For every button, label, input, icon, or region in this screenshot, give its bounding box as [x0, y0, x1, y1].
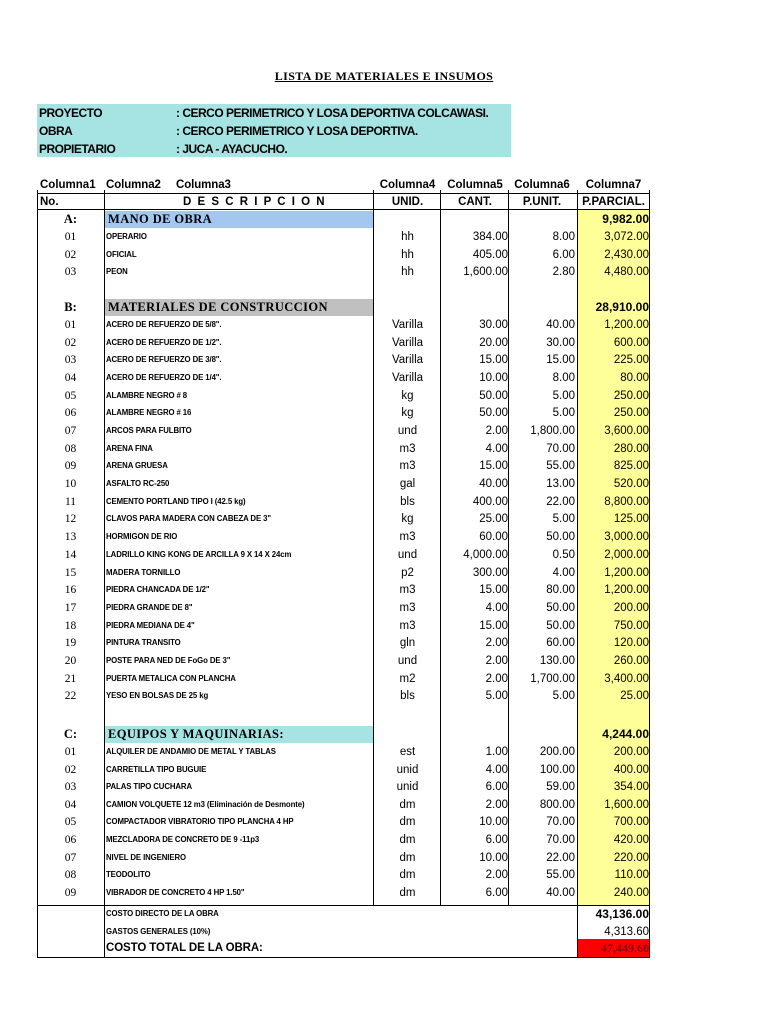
item-description: ACERO DE REFUERZO DE 5/8". — [106, 320, 222, 329]
section-row — [37, 299, 650, 316]
section-name: EQUIPOS Y MAQUINARIAS: — [105, 726, 373, 743]
item-partial-price: 354.00 — [613, 781, 649, 794]
table-row — [37, 671, 650, 687]
item-quantity: 1,600.00 — [463, 266, 508, 278]
item-quantity: 50.00 — [479, 389, 508, 402]
item-quantity: 15.00 — [479, 354, 508, 367]
item-partial-price: 3,400.00 — [604, 672, 649, 685]
header-description: D E S C R I P C I O N — [183, 196, 327, 208]
item-unit-price: 100.00 — [539, 763, 575, 776]
item-number: 03 — [64, 354, 77, 367]
item-quantity: 405.00 — [472, 248, 508, 261]
section-name: MANO DE OBRA — [105, 211, 373, 228]
item-unit: bls — [400, 690, 415, 703]
column-label: Columna2 — [106, 179, 161, 191]
table-row — [37, 867, 650, 883]
item-quantity: 1.00 — [485, 746, 508, 758]
info-value: : CERCO PERIMETRICO Y LOSA DEPORTIVA. — [176, 124, 418, 138]
item-unit-price: 55.00 — [546, 460, 575, 473]
item-unit: est — [399, 746, 416, 758]
table-row — [37, 247, 650, 263]
item-number: 04 — [64, 372, 77, 385]
item-quantity: 4.00 — [485, 601, 508, 614]
totals-row — [37, 906, 650, 922]
item-unit: dm — [399, 851, 416, 864]
item-number: 03 — [64, 266, 77, 278]
item-unit-price: 5.00 — [552, 690, 575, 703]
item-quantity: 5.00 — [485, 690, 508, 703]
item-number: 21 — [64, 672, 77, 685]
item-unit-price: 5.00 — [552, 513, 575, 526]
item-description: MEZCLADORA DE CONCRETO DE 9 -11p3 — [106, 835, 260, 844]
column-label: Columna6 — [514, 179, 570, 191]
item-unit: dm — [399, 798, 416, 811]
item-description: PINTURA TRANSITO — [106, 638, 181, 648]
item-unit: Varilla — [391, 336, 424, 349]
table-row — [37, 635, 650, 651]
item-description: CLAVOS PARA MADERA CON CABEZA DE 3" — [106, 514, 271, 524]
item-quantity: 40.00 — [479, 478, 508, 491]
item-partial-price: 25.00 — [620, 690, 649, 703]
item-unit: dm — [399, 869, 416, 882]
header-bottom-border — [37, 209, 650, 210]
item-description: ARCOS PARA FULBITO — [106, 426, 192, 436]
item-unit-price: 70.00 — [546, 816, 575, 829]
table-row — [37, 653, 650, 669]
item-partial-price: 1,200.00 — [604, 319, 649, 331]
section-letter: B: — [64, 300, 77, 314]
item-quantity: 10.00 — [479, 816, 508, 829]
item-unit-price: 0.50 — [552, 548, 575, 561]
item-partial-price: 200.00 — [613, 601, 649, 614]
info-value: : JUCA - AYACUCHO. — [176, 142, 288, 156]
item-unit-price: 15.00 — [546, 354, 575, 367]
section-letter: A: — [63, 212, 78, 226]
item-quantity: 15.00 — [479, 460, 508, 473]
item-partial-price: 250.00 — [613, 407, 649, 420]
item-unit-price: 59.00 — [546, 781, 575, 794]
item-unit-price: 22.00 — [546, 495, 575, 508]
item-quantity: 4.00 — [485, 442, 508, 455]
totals-value: 4,313.60 — [604, 926, 649, 938]
item-unit: gln — [399, 637, 416, 650]
table-row — [37, 688, 650, 704]
item-quantity: 50.00 — [479, 407, 508, 420]
column-label-row — [37, 178, 650, 192]
item-partial-price: 2,430.00 — [604, 248, 649, 261]
section-letter: C: — [63, 727, 78, 741]
item-quantity: 2.00 — [485, 654, 508, 667]
item-unit-price: 8.00 — [552, 372, 575, 385]
item-unit: Varilla — [391, 319, 424, 331]
item-unit-price: 70.00 — [546, 442, 575, 455]
item-quantity: 300.00 — [472, 566, 508, 579]
item-partial-price: 1,200.00 — [604, 566, 649, 579]
table-row — [37, 850, 650, 866]
item-partial-price: 225.00 — [613, 354, 649, 367]
item-unit-price: 1,700.00 — [530, 672, 575, 685]
table-row — [37, 618, 650, 634]
item-partial-price: 750.00 — [613, 619, 649, 632]
table-row — [37, 229, 650, 245]
totals-label: COSTO DIRECTO DE LA OBRA — [106, 909, 219, 918]
item-number: 02 — [64, 763, 77, 776]
table-row — [37, 582, 650, 598]
item-partial-price: 3,072.00 — [604, 231, 649, 243]
item-quantity: 6.00 — [485, 886, 508, 899]
item-description: CARRETILLA TIPO BUGUIE — [106, 764, 207, 774]
item-partial-price: 8,800.00 — [604, 495, 649, 508]
item-unit: m3 — [399, 584, 416, 597]
item-number: 15 — [64, 566, 77, 579]
item-quantity: 6.00 — [485, 781, 508, 794]
item-description: OFICIAL — [106, 249, 137, 259]
item-partial-price: 125.00 — [613, 513, 649, 526]
item-number: 09 — [64, 886, 77, 899]
item-description: CEMENTO PORTLAND TIPO I (42.5 kg) — [106, 496, 246, 506]
table-row — [37, 476, 650, 492]
column-label: Columna4 — [379, 179, 436, 191]
item-partial-price: 280.00 — [613, 442, 649, 455]
totals-row — [37, 924, 650, 940]
item-unit-price: 130.00 — [539, 654, 575, 667]
item-quantity: 10.00 — [479, 851, 508, 864]
info-label: OBRA — [39, 124, 73, 138]
item-quantity: 4,000.00 — [463, 548, 508, 561]
item-quantity: 400.00 — [472, 495, 508, 508]
table-row — [37, 405, 650, 421]
item-number: 01 — [64, 231, 77, 243]
item-number: 06 — [64, 407, 77, 420]
item-unit-price: 40.00 — [546, 319, 575, 331]
item-quantity: 20.00 — [479, 336, 508, 349]
item-unit: Varilla — [391, 354, 424, 367]
info-value: : CERCO PERIMETRICO Y LOSA DEPORTIVA COLCAWASI. — [176, 106, 489, 120]
item-description: ARENA FINA — [106, 443, 153, 453]
item-quantity: 2.00 — [485, 425, 508, 438]
column-label: Columna3 — [176, 179, 231, 191]
item-unit-price: 4.00 — [552, 566, 575, 579]
item-description: PIEDRA GRANDE DE 8" — [106, 602, 193, 612]
item-unit: dm — [399, 886, 416, 899]
table-row — [37, 762, 650, 778]
project-info-row — [37, 105, 511, 122]
item-number: 12 — [64, 513, 77, 526]
item-unit: m2 — [399, 672, 416, 685]
item-number: 04 — [64, 798, 77, 811]
item-quantity: 15.00 — [479, 619, 508, 632]
item-number: 02 — [64, 336, 77, 349]
column-divider — [440, 190, 441, 905]
section-row — [37, 211, 650, 228]
item-quantity: 2.00 — [485, 672, 508, 685]
item-number: 05 — [64, 389, 77, 402]
totals-top-border — [37, 905, 650, 906]
item-unit-price: 60.00 — [546, 637, 575, 650]
column-label: Columna1 — [40, 179, 96, 191]
item-unit-price: 40.00 — [546, 886, 575, 899]
info-label: PROPIETARIO — [39, 142, 116, 156]
item-partial-price: 700.00 — [613, 816, 649, 829]
item-description: LADRILLO KING KONG DE ARCILLA 9 X 14 X 24cm — [106, 549, 292, 559]
item-unit-price: 13.00 — [546, 478, 575, 491]
document-title: LISTA DE MATERIALES E INSUMOS — [274, 69, 494, 83]
item-unit-price: 30.00 — [546, 336, 575, 349]
item-description: HORMIGON DE RIO — [106, 532, 178, 542]
item-partial-price: 3,600.00 — [604, 425, 649, 438]
item-description: VIBRADOR DE CONCRETO 4 HP 1.50" — [106, 887, 245, 897]
item-number: 08 — [64, 869, 77, 882]
table-row — [37, 423, 650, 439]
item-number: 07 — [64, 425, 77, 438]
item-partial-price: 110.00 — [614, 869, 649, 882]
section-total: 9,982.00 — [602, 212, 649, 226]
item-unit-price: 50.00 — [546, 619, 575, 632]
item-unit: m3 — [399, 460, 416, 473]
item-description: PIEDRA MEDIANA DE 4" — [106, 620, 195, 630]
item-number: 14 — [64, 548, 77, 561]
project-info-row — [37, 123, 511, 140]
section-name: MATERIALES DE CONSTRUCCION — [105, 299, 373, 316]
section-row — [37, 726, 650, 743]
project-info-row — [37, 141, 511, 158]
item-unit: m3 — [399, 442, 416, 455]
totals-label: COSTO TOTAL DE LA OBRA: — [106, 942, 263, 954]
header-unid: UNID. — [391, 196, 424, 208]
item-quantity: 384.00 — [472, 231, 508, 243]
table-bottom-border — [37, 957, 650, 958]
item-unit-price: 50.00 — [546, 601, 575, 614]
table-row — [37, 352, 650, 368]
item-unit: m3 — [399, 619, 416, 632]
totals-label: GASTOS GENERALES (10%) — [106, 927, 211, 936]
header-top-border — [37, 193, 650, 194]
item-partial-price: 4,480.00 — [604, 266, 649, 278]
item-number: 18 — [64, 619, 77, 632]
item-number: 01 — [64, 746, 77, 758]
item-number: 19 — [64, 637, 77, 650]
item-description: ALAMBRE NEGRO # 16 — [106, 408, 192, 418]
table-row — [37, 832, 650, 848]
item-unit: unid — [396, 781, 419, 794]
item-unit-price: 55.00 — [546, 869, 575, 882]
table-row — [37, 317, 650, 333]
item-partial-price: 825.00 — [613, 460, 649, 473]
item-quantity: 4.00 — [485, 763, 508, 776]
item-number: 17 — [64, 601, 77, 614]
info-label: PROYECTO — [39, 106, 103, 120]
item-number: 08 — [64, 442, 77, 455]
item-partial-price: 400.00 — [613, 763, 649, 776]
item-unit-price: 6.00 — [552, 248, 575, 261]
item-description: PUERTA METALICA CON PLANCHA — [106, 673, 236, 683]
totals-value: 47,449.60 — [601, 941, 649, 955]
section-total: 28,910.00 — [595, 300, 649, 314]
item-unit: hh — [401, 248, 414, 261]
item-unit: und — [397, 654, 418, 667]
item-unit: kg — [401, 513, 414, 526]
column-label: Columna7 — [585, 179, 642, 191]
item-quantity: 6.00 — [485, 834, 508, 846]
totals-row — [37, 940, 650, 956]
item-partial-price: 250.00 — [613, 389, 649, 402]
item-description: TEODOLITO — [106, 870, 151, 880]
item-partial-price: 1,200.00 — [604, 584, 649, 597]
table-row — [37, 511, 650, 527]
item-description: MADERA TORNILLO — [106, 567, 181, 577]
totals-value: 43,136.00 — [595, 907, 649, 921]
item-description: PALAS TIPO CUCHARA — [106, 782, 192, 792]
item-unit-price: 50.00 — [546, 531, 575, 544]
item-description: PEON — [106, 267, 128, 276]
table-row — [37, 814, 650, 830]
column-label: Columna5 — [447, 179, 503, 191]
item-unit: gal — [399, 478, 416, 491]
item-quantity: 2.00 — [485, 798, 508, 811]
item-unit: dm — [399, 816, 416, 829]
header-punit: P.UNIT. — [522, 196, 562, 208]
header-row — [37, 195, 650, 209]
item-partial-price: 200.00 — [613, 746, 649, 758]
item-number: 11 — [64, 495, 77, 508]
item-partial-price: 600.00 — [613, 336, 649, 349]
item-number: 16 — [64, 584, 77, 597]
table-row — [37, 885, 650, 901]
header-no: No. — [40, 196, 59, 208]
item-description: OPERARIO — [106, 232, 147, 241]
table-row — [37, 441, 650, 457]
item-number: 13 — [64, 531, 77, 544]
item-unit-price: 2.80 — [552, 266, 575, 278]
table-row — [37, 458, 650, 474]
item-unit: dm — [399, 834, 416, 846]
item-description: POSTE PARA NED DE FoGo DE 3" — [106, 655, 231, 665]
table-row — [37, 744, 650, 760]
item-description: ACERO DE REFUERZO DE 1/4". — [106, 373, 222, 383]
table-row — [37, 335, 650, 351]
item-unit-price: 200.00 — [539, 746, 575, 758]
project-info-block — [37, 104, 511, 157]
item-number: 05 — [64, 816, 77, 829]
table-row — [37, 388, 650, 404]
item-partial-price: 240.00 — [613, 886, 649, 899]
item-unit: und — [397, 425, 418, 438]
table-row — [37, 779, 650, 795]
item-unit: p2 — [401, 566, 414, 579]
item-unit: m3 — [399, 601, 416, 614]
table-row — [37, 797, 650, 813]
table-row — [37, 264, 650, 280]
item-number: 03 — [64, 781, 77, 794]
column-divider — [508, 190, 509, 905]
table-row — [37, 547, 650, 563]
item-partial-price: 420.00 — [613, 834, 649, 846]
item-quantity: 2.00 — [485, 637, 508, 650]
table-row — [37, 600, 650, 616]
column-divider — [373, 190, 374, 905]
table-row — [37, 494, 650, 510]
item-unit-price: 5.00 — [552, 389, 575, 402]
header-cant: CANT. — [458, 196, 492, 208]
item-description: YESO EN BOLSAS DE 25 kg — [106, 691, 209, 701]
item-number: 01 — [64, 319, 77, 331]
item-unit-price: 22.00 — [546, 851, 575, 864]
item-unit: hh — [401, 266, 414, 278]
item-number: 20 — [64, 654, 77, 667]
item-number: 10 — [64, 478, 77, 491]
item-unit-price: 800.00 — [539, 798, 575, 811]
header-pparcial: P.PARCIAL. — [582, 196, 645, 208]
item-quantity: 60.00 — [479, 531, 508, 544]
item-description: CAMION VOLQUETE 12 m3 (Eliminación de Desmonte) — [106, 799, 305, 809]
item-number: 07 — [64, 851, 77, 864]
item-description: ALAMBRE NEGRO # 8 — [106, 390, 188, 400]
item-partial-price: 220.00 — [613, 851, 649, 864]
item-unit-price: 1,800.00 — [530, 425, 575, 438]
item-description: PIEDRA CHANCADA DE 1/2" — [106, 585, 210, 595]
item-partial-price: 520.00 — [613, 478, 649, 491]
item-unit: kg — [401, 389, 414, 402]
item-description: ACERO DE REFUERZO DE 1/2". — [106, 337, 222, 347]
column-divider — [577, 190, 578, 957]
item-number: 02 — [64, 248, 77, 261]
item-description: ARENA GRUESA — [106, 461, 168, 471]
item-description: ACERO DE REFUERZO DE 3/8". — [106, 355, 222, 365]
item-description: NIVEL DE INGENIERO — [106, 852, 186, 862]
column-divider — [104, 190, 105, 957]
item-quantity: 25.00 — [479, 513, 508, 526]
item-number: 06 — [64, 834, 77, 846]
item-unit: Varilla — [391, 372, 424, 385]
item-partial-price: 3,000.00 — [604, 531, 649, 544]
item-partial-price: 120.00 — [613, 637, 649, 650]
item-unit: hh — [401, 231, 414, 243]
item-partial-price: 260.00 — [613, 654, 649, 667]
item-unit: und — [397, 548, 418, 561]
item-unit: kg — [401, 407, 414, 420]
item-unit-price: 70.00 — [546, 834, 575, 846]
item-quantity: 30.00 — [479, 319, 508, 331]
item-partial-price: 80.00 — [620, 372, 649, 385]
item-quantity: 2.00 — [485, 869, 508, 882]
column-divider — [649, 190, 650, 957]
item-unit-price: 8.00 — [552, 231, 575, 243]
table-row — [37, 370, 650, 386]
item-unit: unid — [396, 763, 419, 776]
section-total: 4,244.00 — [602, 727, 649, 741]
item-description: ALQUILER DE ANDAMIO DE METAL Y TABLAS — [106, 747, 276, 756]
item-quantity: 15.00 — [479, 584, 508, 597]
item-unit-price: 80.00 — [546, 584, 575, 597]
item-unit-price: 5.00 — [552, 407, 575, 420]
table-row — [37, 529, 650, 545]
item-number: 22 — [64, 690, 77, 703]
item-description: ASFALTO RC-250 — [106, 479, 170, 489]
item-unit: bls — [400, 495, 415, 508]
item-description: COMPACTADOR VIBRATORIO TIPO PLANCHA 4 HP — [106, 817, 294, 827]
item-partial-price: 2,000.00 — [604, 548, 649, 561]
item-quantity: 10.00 — [479, 372, 508, 385]
item-number: 09 — [64, 460, 77, 473]
item-partial-price: 1,600.00 — [604, 798, 649, 811]
column-divider — [37, 190, 38, 957]
table-row — [37, 565, 650, 581]
item-unit: m3 — [399, 531, 416, 544]
